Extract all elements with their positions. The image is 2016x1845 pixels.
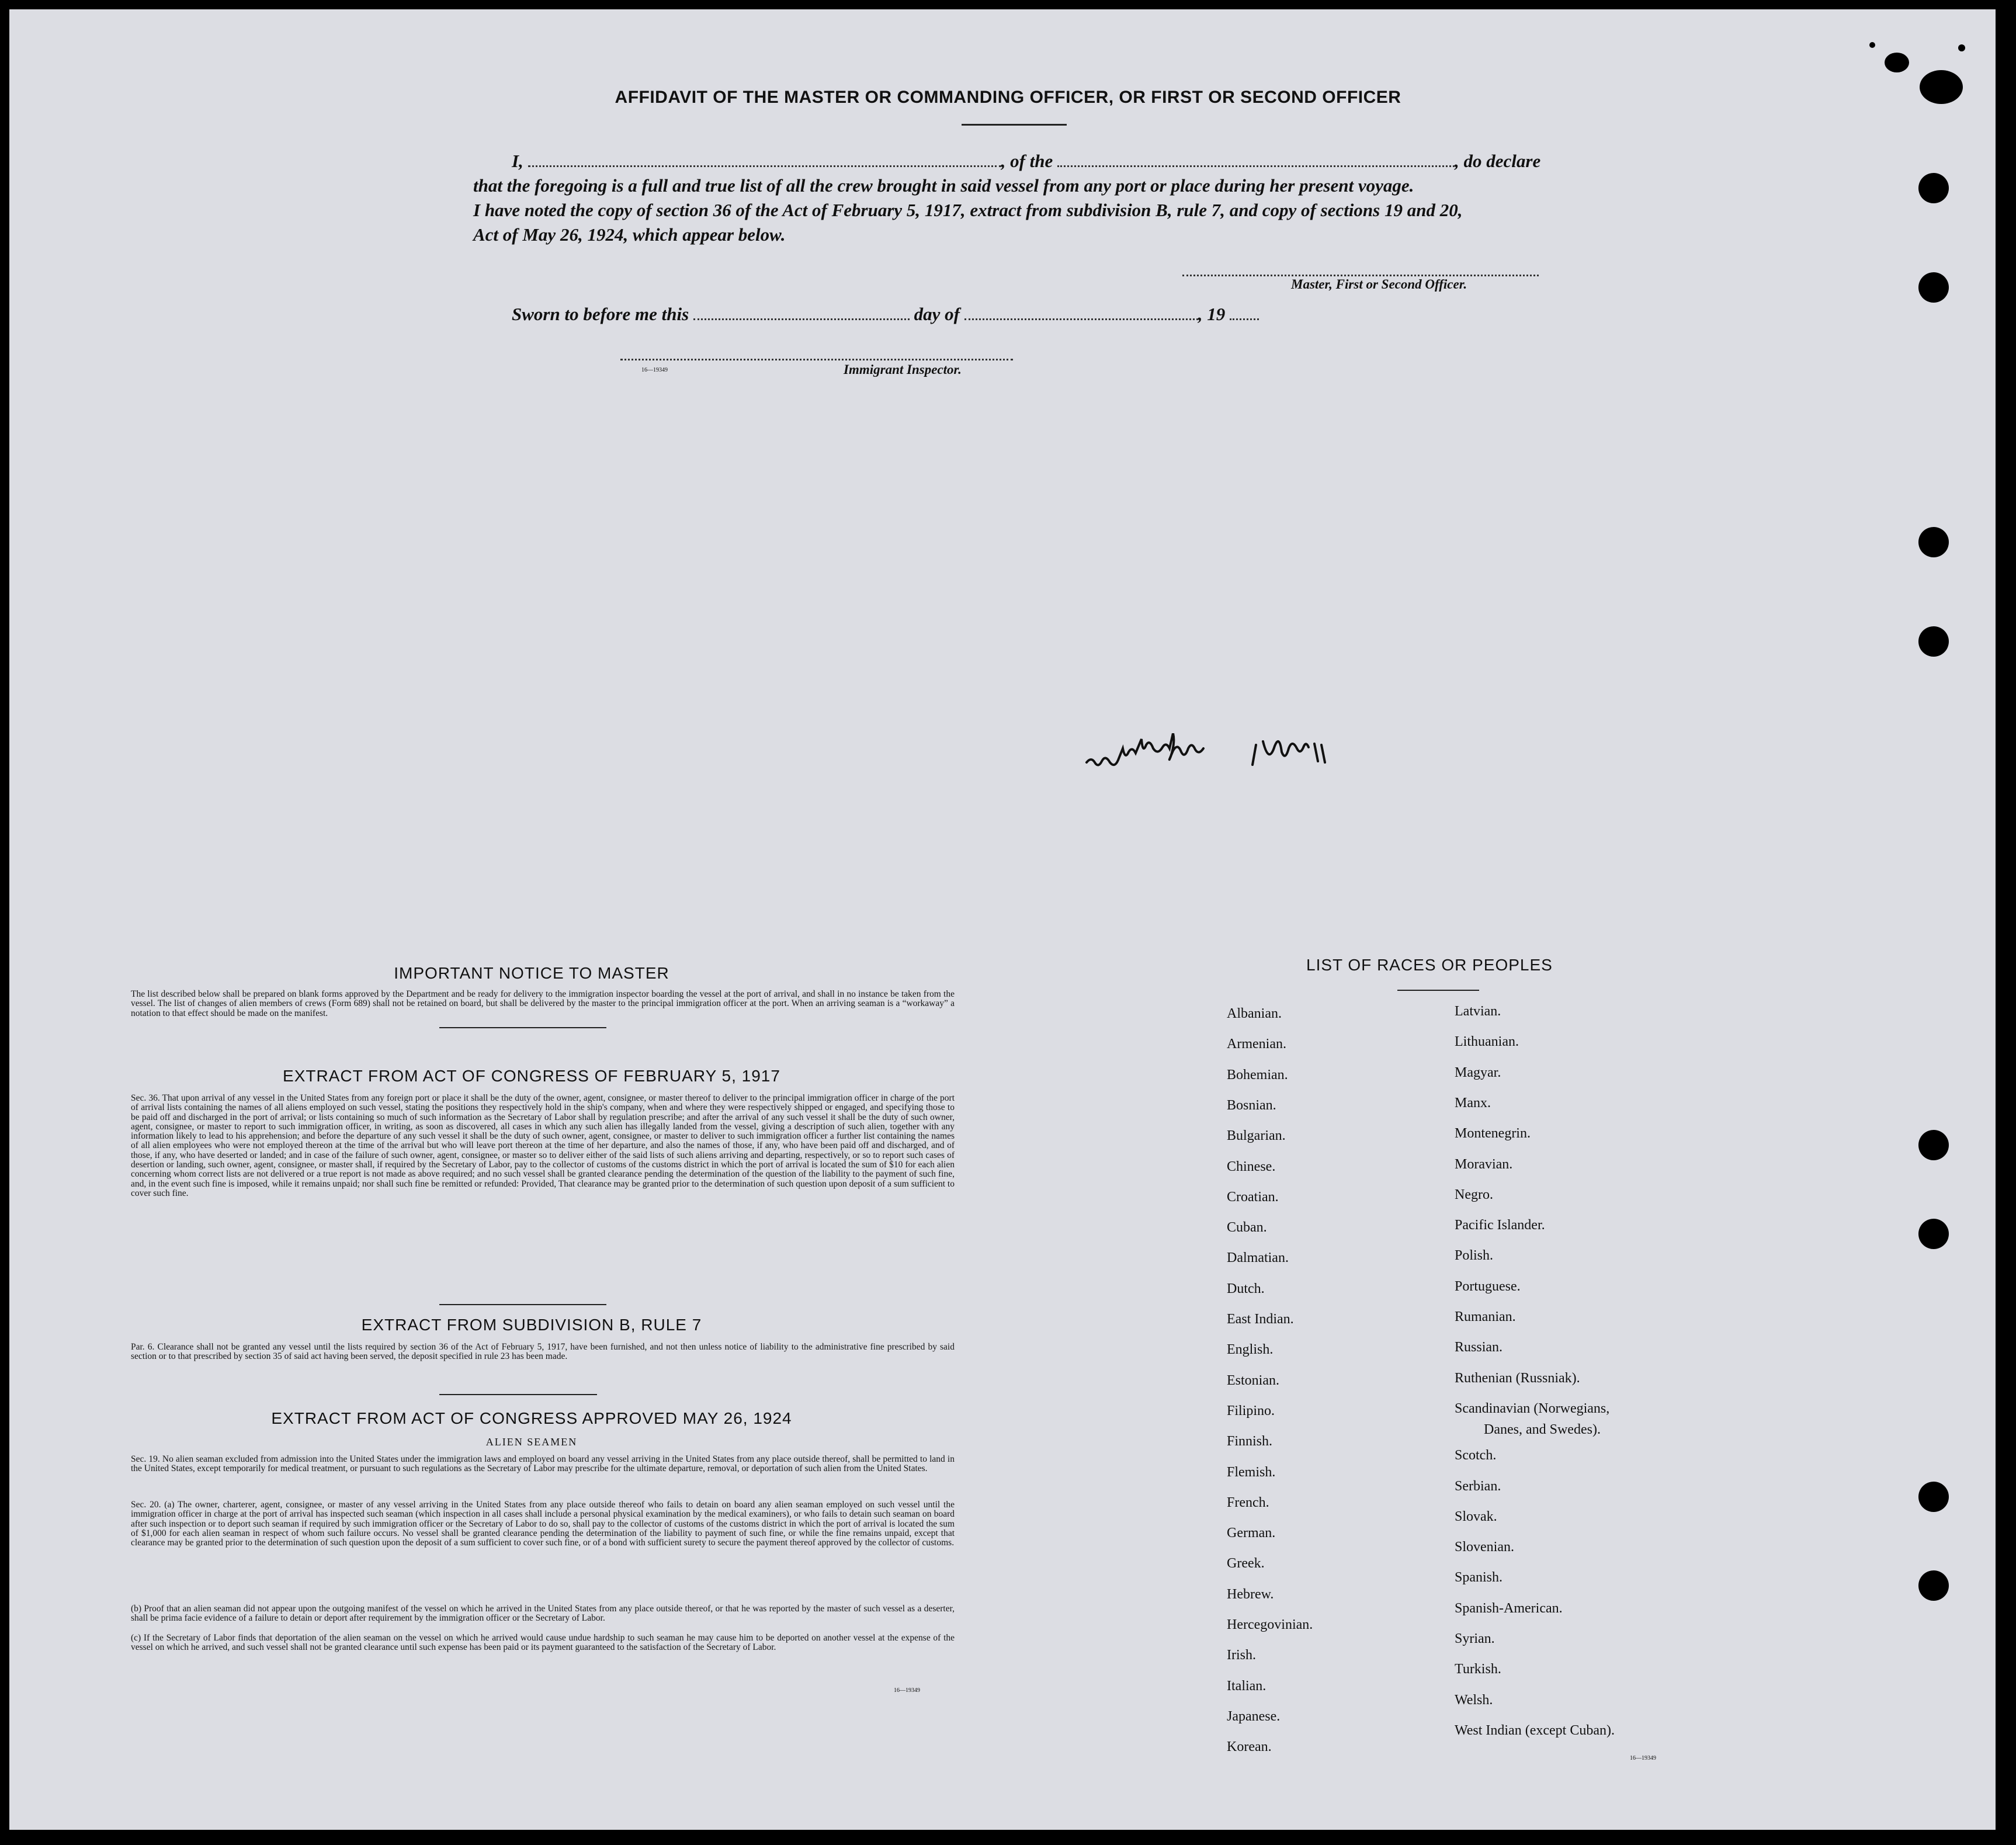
affidavit-line-1 [512,151,1540,172]
ink-speck [1958,44,1965,51]
race-item: Chinese. [1227,1159,1276,1174]
vessel-name-field[interactable] [1057,152,1455,167]
race-item: Greek. [1227,1556,1265,1572]
race-item: Welsh. [1455,1692,1493,1708]
race-item: Syrian. [1455,1631,1495,1646]
race-item: French. [1227,1494,1269,1510]
inspector-signature-field[interactable] [620,346,1013,360]
title-divider [962,124,1067,126]
race-item: Pacific Islander. [1455,1218,1545,1233]
act-1924-sec20c: (c) If the Secretary of Labor finds that deportation of the alien seaman on the vessel on which he arrived would cause undue hardship to such seaman he may cause him to be deported on another vessel at the expense of the vessel on which he arrived, and such vessel shall not be granted clearance until such expense has been paid or its payment guaranteed to the satisfaction of the Secretary of Labor. [131,1633,955,1653]
of-the-label: , of the [1001,151,1053,171]
race-item: Bohemian. [1227,1067,1288,1083]
do-declare-label: , do declare [1455,151,1541,171]
race-item: Armenian. [1227,1036,1286,1052]
act-1924-title: EXTRACT FROM ACT OF CONGRESS APPROVED MAY 26, 1924 [271,1409,792,1427]
race-item: Japanese. [1227,1708,1281,1724]
race-item: Hercegovinian. [1227,1617,1313,1632]
race-item: Dalmatian. [1227,1250,1289,1266]
affidavit-line-4: Act of May 26, 1924, which appear below. [473,224,786,245]
race-item: Estonian. [1227,1372,1279,1388]
rule-7-text: Par. 6. Clearance shall not be granted any vessel until the lists required by section 36 of the Act of February 5, 1917, have been furnished, and not then unless notice of liability to the administrative fine prescribed by said section or to that prescribed by section 35 of said act having been served, the deposit specified in rule 23 has been made. [131,1342,955,1362]
act-1917-text: Sec. 36. That upon arrival of any vessel in the United States from any foreign port or place it shall be the duty of the owner, agent, consignee, or master thereof to deliver to the principal immigration officer in charge of the port of arrival lists containing the names of all aliens employed on such vessel, stating the positions they respectively hold in the ship's company, when and where they were respectively shipped or engaged, and specifying those to be paid off and discharged in the port of arrival; or lists containing so much of such information as the Secretary of Labor shall by regulation prescribe; and after the arrival of any such vessel it shall be the duty of such owner, agent, consignee, or master to report to such immigration officer, in writing, as soon as discovered, all cases in which any such alien has illegally landed from the vessel, giving a description of such alien, together with any information likely to lead to his apprehension; and before the departure of any such vessel it shall be the duty of such owner, agent, consignee, or master to deliver to such immigration officer a further list containing the names of all alien employees who were not employed thereon at the time of the arrival but who will leave port thereon at the time of her departure, and also the names of those, if any, who have been paid off and discharged, and of those, if any, who have deserted or landed; and in case of the failure of such owner, agent, consignee, or master so to deliver either of the said lists of such aliens arriving and departing, respectively, or so to report such cases of desertion or landing, such owner, agent, consignee, or master shall, if required by the Secretary of Labor, pay to the collector of customs of the customs district in which the port of arrival is located the sum of $10 for each alien concerning whom correct lists are not delivered or a true report is not made as above required; and no such vessel shall be granted clearance pending the determination of the question of the liability to the payment of such fine, and, in the event such fine is imposed, while it remains unpaid; nor shall such fine be remitted or refunded: Provided, That clearance may be granted prior to the determination of such question upon deposit of a sum sufficient to cover such fine. [131,1093,955,1198]
master-caption: Master, First or Second Officer. [1291,277,1467,292]
sworn-year-field[interactable] [1230,306,1259,320]
race-item: Korean. [1227,1739,1272,1755]
race-item: Lithuanian. [1455,1034,1519,1050]
race-item: Serbian. [1455,1478,1501,1494]
race-item: Filipino. [1227,1403,1275,1419]
affidavit-line-3: I have noted the copy of section 36 of the Act of February 5, 1917, extract from subdivision B, rule 7, and copy of sections 19 and 20, [473,200,1463,220]
punch-hole [1918,272,1949,303]
punch-hole [1918,626,1949,657]
document-sheet [9,9,1996,1830]
race-item: Manx. [1455,1095,1491,1111]
i-label: I, [512,151,523,171]
sworn-label: Sworn to before me this [512,304,689,324]
divider-1 [439,1027,606,1028]
race-item: Flemish. [1227,1464,1276,1480]
race-item: Dutch. [1227,1281,1265,1296]
sworn-day-field[interactable] [693,306,910,320]
race-item: Magyar. [1455,1064,1501,1080]
form-number-left: 16—19349 [894,1687,920,1694]
affidavit-title: AFFIDAVIT OF THE MASTER OR COMMANDING OFFICER, OR FIRST OR SECOND OFFICER [615,88,1401,107]
race-item: Scotch. [1455,1448,1497,1463]
ink-blot [1920,70,1963,104]
race-item: Russian. [1455,1340,1503,1355]
day-of-label: day of [914,304,960,324]
race-item: Finnish. [1227,1434,1273,1449]
master-signature-field[interactable] [1182,262,1539,276]
handwritten-signature [1081,733,1361,783]
important-notice-text: The list described below shall be prepared on blank forms approved by the Department and be ready for delivery to the immigration inspector boarding the vessel at the port of arrival, and shall in no instance be taken from the vessel. The list of changes of alien members of crews (Form 689) shall not be retained on board, but shall be delivered by the master to the principal immigration officer at the port. When an arriving seaman is a “workaway” a notation to that effect should be made on the manifest. [131,989,955,1018]
race-item: Slovenian. [1455,1539,1514,1555]
race-item: Scandinavian (Norwegians, [1455,1400,1610,1416]
races-title: LIST OF RACES OR PEOPLES [1306,956,1553,974]
act-1924-sec20a: Sec. 20. (a) The owner, charterer, agent, consignee, or master of any vessel arriving in the United States from any place outside thereof who fails to detain on board any alien seaman employed on such vessel until the immigration officer in charge at the port of arrival has inspected such seaman (which inspection in all cases shall include a personal physical examination by the medical examiners), or who fails to detain such seaman on board after such inspection or to deport such seaman if required by such immigration officer or the Secretary of Labor to do so, shall pay to the collector of customs of the customs district in which the port of arrival is located the sum of $1,000 for each alien seaman in respect of whom such failure occurs. No vessel shall be granted clearance pending the determination of the liability to payment of such fine, or while the fine remains unpaid, except that clearance may be granted prior to the determination of such question upon the deposit of a sum sufficient to cover such fine, or of a bond with sufficient surety to secure the payment thereof approved by the collector of customs. [131,1500,955,1548]
act-1924-sec20b: (b) Proof that an alien seaman did not appear upon the outgoing manifest of the vessel on which he arrived in the United States from any place outside thereof, or that he was reported by the master of such vessel as a deserter, shall be prima facie evidence of a failure to detain or deport after requirement by the immigration officer or the Secretary of Labor. [131,1604,955,1624]
inspector-caption: Immigrant Inspector. [844,362,962,377]
affidavit-line-2: that the foregoing is a full and true list of all the crew brought in said vessel from any port or place during her present voyage. [473,175,1414,196]
important-notice-title: IMPORTANT NOTICE TO MASTER [394,964,669,982]
race-item: Bosnian. [1227,1097,1276,1113]
race-item: Hebrew. [1227,1586,1274,1602]
punch-hole [1918,527,1949,557]
race-item: Slovak. [1455,1508,1497,1524]
act-1917-title: EXTRACT FROM ACT OF CONGRESS OF FEBRUARY 5, 1917 [283,1067,780,1085]
sworn-month-field[interactable] [964,306,1198,320]
race-item: Croatian. [1227,1189,1279,1205]
race-item: Ruthenian (Russniak). [1455,1370,1580,1386]
year-label: , 19 [1198,304,1226,324]
race-item: German. [1227,1525,1276,1541]
race-item: Moravian. [1455,1156,1513,1172]
punch-hole [1918,173,1949,203]
race-item: Latvian. [1455,1004,1501,1019]
race-item: Polish. [1455,1248,1494,1264]
form-number-right: 16—19349 [1630,1755,1656,1761]
alien-seamen-subtitle: ALIEN SEAMEN [485,1436,578,1448]
race-item: West Indian (except Cuban). [1455,1722,1615,1738]
race-item: Spanish. [1455,1570,1503,1586]
race-item: Montenegrin. [1455,1126,1531,1142]
race-item: East Indian. [1227,1312,1294,1327]
punch-hole [1918,1219,1949,1249]
race-item: Italian. [1227,1678,1266,1694]
divider-3 [439,1394,597,1395]
race-item: Turkish. [1455,1662,1501,1677]
race-item: Portuguese. [1455,1278,1521,1294]
race-item: Spanish-American. [1455,1600,1563,1616]
race-item: Negro. [1455,1187,1493,1202]
punch-hole [1918,1130,1949,1160]
race-item: Rumanian. [1455,1309,1516,1324]
divider-2 [439,1304,606,1305]
act-1924-sec19: Sec. 19. No alien seaman excluded from admission into the United States under the immigration laws and employed on board any vessel arriving in the United States from any place outside thereof, shall be permitted to land in the United States, except temporarily for medical treatment, or pursuant to such regulations as the Secretary of Labor may prescribe for the ultimate departure, removal, or deportation of such alien from the United States. [131,1454,955,1474]
punch-hole [1918,1570,1949,1601]
race-scandinavian-continued: Danes, and Swedes). [1484,1422,1601,1437]
races-divider [1397,990,1479,991]
sworn-line [512,304,1259,325]
rule-7-title: EXTRACT FROM SUBDIVISION B, RULE 7 [361,1316,702,1334]
race-item: Cuban. [1227,1220,1267,1236]
declarant-name-field[interactable] [528,152,1001,167]
ink-speck [1869,42,1875,48]
race-item: Albanian. [1227,1006,1282,1021]
race-item: English. [1227,1342,1274,1358]
ink-blot [1885,53,1909,72]
punch-hole [1918,1482,1949,1512]
race-item: Irish. [1227,1648,1256,1663]
race-item: Bulgarian. [1227,1128,1286,1144]
form-number-top: 16—19349 [641,367,668,373]
